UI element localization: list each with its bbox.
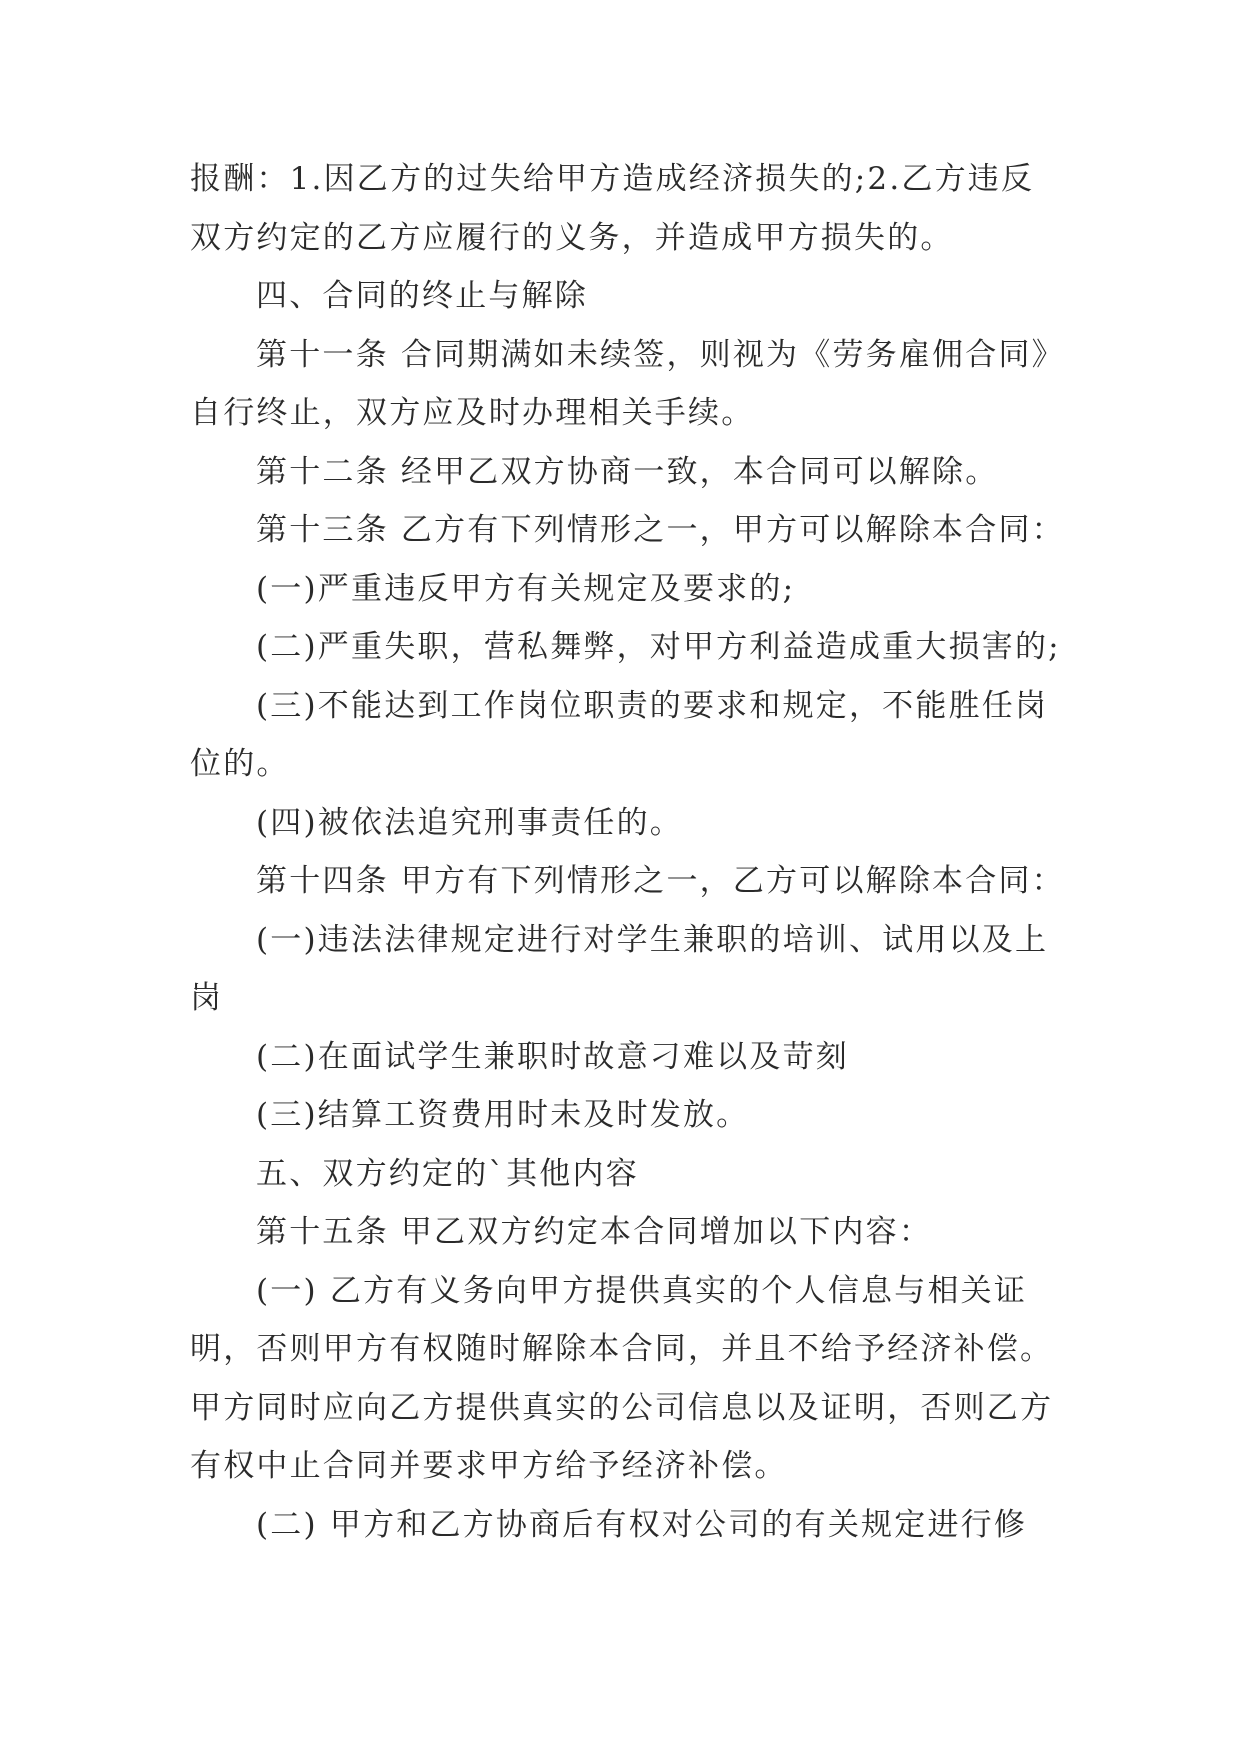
article-15-item-1-line-3: 甲方同时应向乙方提供真实的公司信息以及证明，否则乙方 bbox=[190, 1389, 1054, 1426]
article-15-item-1-line-2: 明，否则甲方有权随时解除本合同，并且不给予经济补偿。 bbox=[190, 1331, 1054, 1367]
document-body bbox=[190, 150, 1065, 1554]
article-14-item-3: (三)结算工资费用时未及时发放。 bbox=[256, 1097, 750, 1133]
body-line-2: 双方约定的乙方应履行的义务，并造成甲方损失的。 bbox=[190, 219, 954, 256]
article-11-line-1: 第十一条 合同期满如未续签，则视为《劳务雇佣合同》 bbox=[256, 336, 1065, 373]
section-heading-other: 五、双方约定的`其他内容 bbox=[256, 1155, 639, 1192]
article-12: 第十二条 经甲乙双方协商一致，本合同可以解除。 bbox=[256, 453, 999, 490]
article-13-item-2: (二)严重失职，营私舞弊，对甲方利益造成重大损害的; bbox=[256, 629, 1061, 665]
article-15-item-1-line-1: (一) 乙方有义务向甲方提供真实的个人信息与相关证 bbox=[256, 1272, 1028, 1309]
article-14-item-1-line-1: (一)违法法律规定进行对学生兼职的培训、试用以及上 bbox=[256, 921, 1049, 958]
article-13-item-3-line-2: 位的。 bbox=[190, 746, 290, 782]
section-heading-termination: 四、合同的终止与解除 bbox=[256, 278, 588, 314]
article-13-item-3-line-1: (三)不能达到工作岗位职责的要求和规定，不能胜任岗 bbox=[256, 687, 1049, 724]
article-14-item-1-line-2: 岗 bbox=[190, 980, 224, 1016]
article-11-line-2: 自行终止，双方应及时办理相关手续。 bbox=[190, 395, 755, 431]
article-15-item-1-line-4: 有权中止合同并要求甲方给予经济补偿。 bbox=[190, 1448, 788, 1484]
body-line-1: 报酬：1.因乙方的过失给甲方造成经济损失的;2.乙方违反 bbox=[190, 161, 1035, 197]
article-15-item-2-line-1: (二) 甲方和乙方协商后有权对公司的有关规定进行修 bbox=[256, 1506, 1028, 1543]
article-13-item-1: (一)严重违反甲方有关规定及要求的; bbox=[256, 570, 796, 607]
article-15: 第十五条 甲乙双方约定本合同增加以下内容： bbox=[256, 1214, 933, 1250]
article-14: 第十四条 甲方有下列情形之一，乙方可以解除本合同： bbox=[256, 863, 1065, 899]
article-13: 第十三条 乙方有下列情形之一，甲方可以解除本合同： bbox=[256, 512, 1065, 548]
article-13-item-4: (四)被依法追究刑事责任的。 bbox=[256, 804, 683, 841]
article-14-item-2: (二)在面试学生兼职时故意刁难以及苛刻 bbox=[256, 1038, 849, 1075]
